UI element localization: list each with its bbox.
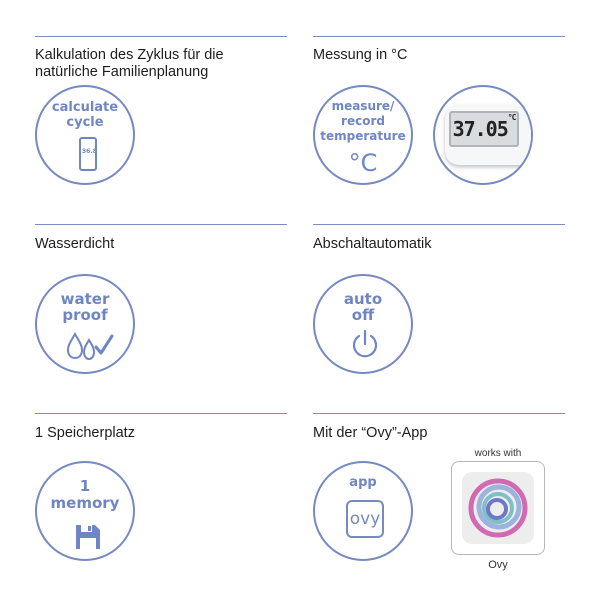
floppy-disk-icon [74,523,102,551]
works-with-text: works with [474,448,522,459]
celsius-unit: °C [348,149,378,177]
measure-temperature-badge [313,85,413,185]
memory-badge [35,461,135,561]
phone-icon [79,137,97,171]
feature-label-memory: 1 Speicherplatz [35,425,135,441]
feature-label-cycle: Kalkulation des Zyklus für die natürliche Familienplanung [35,47,224,80]
badge-text: water proof [60,290,110,324]
badge-text: auto off [343,290,383,324]
calculate-cycle-badge [35,85,135,185]
divider [313,224,565,225]
power-icon [350,328,380,360]
ovy-app-tile[interactable] [451,461,545,555]
feature-label-auto-off: Abschaltautomatik [313,236,432,252]
divider [35,224,287,225]
phone-screen-value: 36.8 [82,148,97,155]
divider [35,36,287,37]
water-proof-badge [35,274,135,374]
badge-text: calculate cycle [51,100,119,130]
badge-text: app [349,475,377,490]
auto-off-badge [313,274,413,374]
ovy-logo [462,472,534,544]
divider [35,413,287,414]
lcd-display: $37.05^{^\circ C}$ [449,111,519,147]
feature-label-app: Mit der “Ovy”-App [313,425,428,441]
water-drops-check-icon [65,328,115,362]
ovy-app-name: Ovy [488,559,508,571]
divider [313,36,565,37]
app-icon: ovy [346,500,384,538]
badge-text: measure/ record temperature [320,99,406,143]
divider [313,413,565,414]
ovy-rings-icon [462,472,534,544]
badge-text: 1 memory [50,477,120,512]
feature-label-temperature: Messung in °C [313,47,408,63]
thermometer-display [433,85,533,185]
feature-label-waterproof: Wasserdicht [35,236,115,252]
